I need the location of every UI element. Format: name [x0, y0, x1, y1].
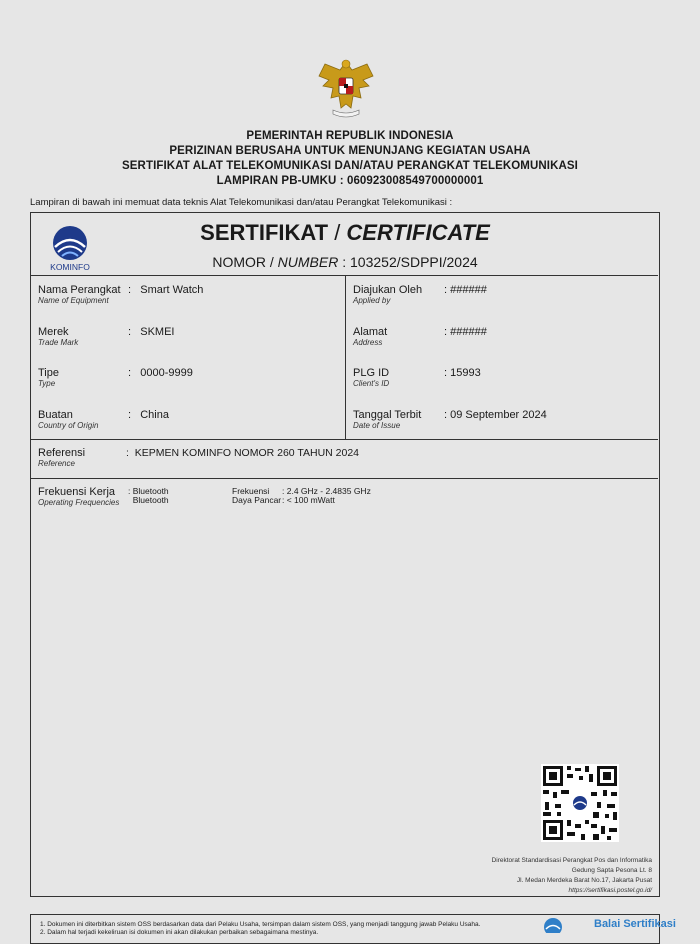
qr-code-icon — [541, 764, 619, 842]
field-address: Alamat Address — [353, 326, 388, 347]
field-applied-by: Diajukan Oleh Applied by — [353, 284, 423, 305]
footer-note-2: 2. Dalam hal terjadi kekeliruan isi dokumen ini akan dilakukan perbaikan sebagaimana mestinya. — [40, 929, 319, 936]
field-reference-value: : KEPMEN KOMINFO NOMOR 260 TAHUN 2024 — [126, 447, 360, 459]
header-cert-type: SERTIFIKAT ALAT TELEKOMUNIKASI DAN/ATAU PERANGKAT TELEKOMUNIKASI — [122, 160, 578, 172]
field-operating-frequencies: Frekuensi Kerja Operating Frequencies — [38, 486, 120, 507]
header-licensing: PERIZINAN BERUSAHA UNTUK MENUNJANG KEGIATAN USAHA — [169, 145, 531, 157]
field-country-of-origin-value: : China — [128, 409, 169, 421]
field-type-value: : 0000-9999 — [128, 367, 193, 379]
frequency-spec-labels: Frekuensi Daya Pancar — [232, 486, 282, 505]
field-trade-mark-value: : SKMEI — [128, 326, 175, 338]
balai-logo-text: Balai Sertifikasi — [594, 918, 676, 930]
directorate-website: https://sertifikasi.postel.go.id/ — [568, 887, 652, 894]
balai-logo-icon — [543, 917, 563, 933]
field-country-of-origin: Buatan Country of Origin — [38, 409, 99, 430]
field-applied-by-value: : ###### — [444, 284, 487, 296]
field-address-value: : ###### — [444, 326, 487, 338]
field-client-id: PLG ID Client's ID — [353, 367, 390, 388]
field-client-id-value: : 15993 — [444, 367, 481, 379]
directorate-address: Jl. Medan Merdeka Barat No.17, Jakarta Pusat — [516, 877, 652, 884]
field-equipment-name: Nama Perangkat Name of Equipment — [38, 284, 121, 305]
attachment-note: Lampiran di bawah ini memuat data teknis Alat Telekomunikasi dan/atau Perangkat Telekomunikasi : — [30, 197, 453, 208]
directorate-name: Direktorat Standardisasi Perangkat Pos dan Informatika — [491, 857, 652, 864]
certificate-title: SERTIFIKAT / CERTIFICATE — [200, 220, 490, 245]
field-equipment-name-value: : Smart Watch — [128, 284, 204, 296]
footer-note-1: 1. Dokumen ini diterbitkan sistem OSS berdasarkan data dari Pelaku Usaha, tersimpan dalam sistem OSS, yang menjadi tanggung jawab Pelaku Usaha. — [40, 921, 481, 928]
field-type: Tipe Type — [38, 367, 59, 388]
field-reference: Referensi Reference — [38, 447, 86, 468]
header-government: PEMERINTAH REPUBLIK INDONESIA — [246, 130, 454, 142]
garuda-emblem-icon — [315, 56, 377, 122]
header-attachment-number: LAMPIRAN PB-UMKU : 060923008549700000001 — [216, 175, 484, 187]
certificate-number: NOMOR / NUMBER : 103252/SDPPI/2024 — [212, 254, 478, 270]
field-date-of-issue-value: : 09 September 2024 — [444, 409, 547, 421]
field-date-of-issue: Tanggal Terbit Date of Issue — [353, 409, 422, 430]
frequency-spec-values: : 2.4 GHz - 2.4835 GHz : < 100 mWatt — [282, 486, 371, 505]
kominfo-logo-text: KOMINFO — [50, 262, 90, 272]
frequency-items: : Bluetooth Bluetooth — [128, 486, 169, 505]
directorate-building: Gedung Sapta Pesona Lt. 8 — [571, 867, 652, 874]
field-trade-mark: Merek Trade Mark — [38, 326, 79, 347]
